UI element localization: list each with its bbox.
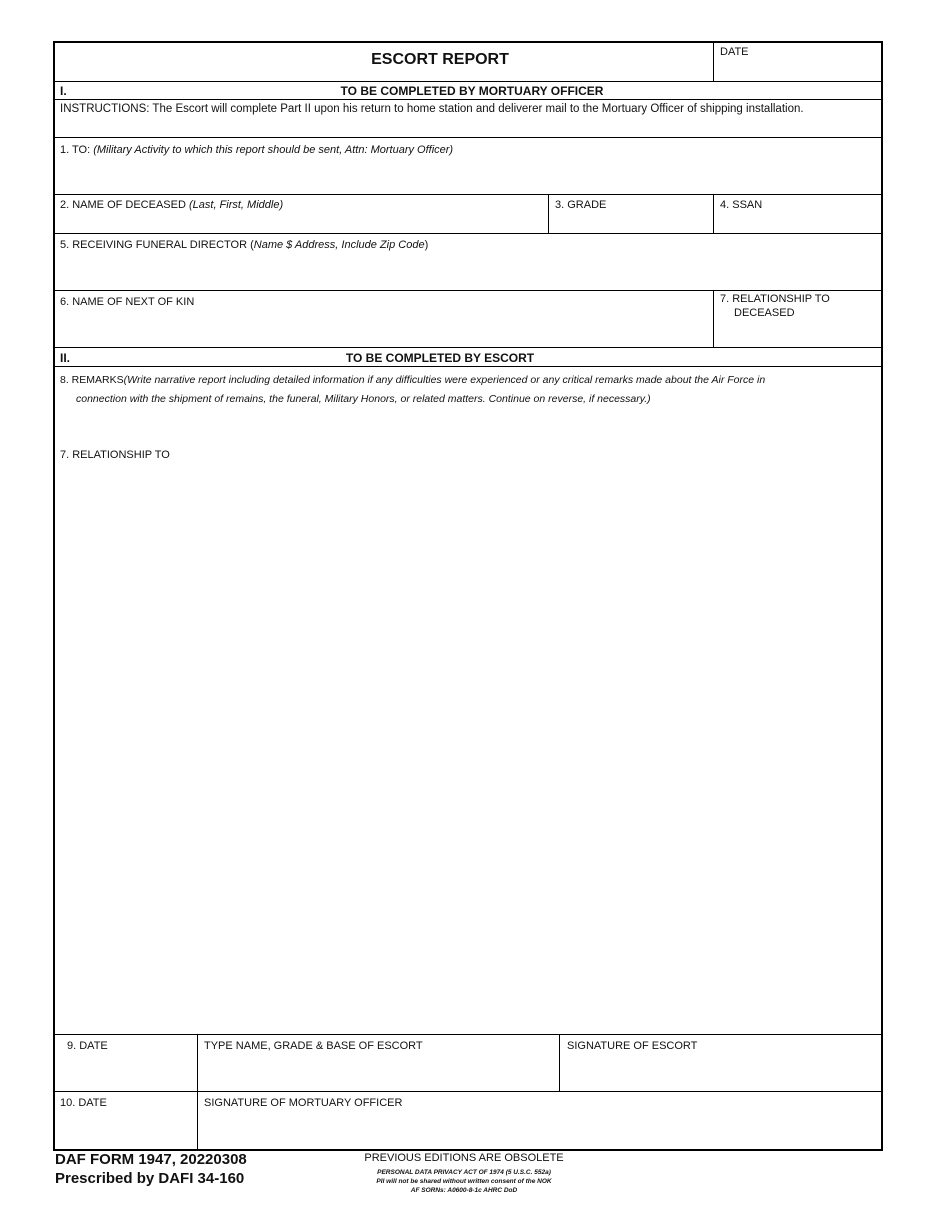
rule-field2 [53,233,883,234]
rule-field5 [53,290,883,291]
remarks-input[interactable] [55,410,881,1032]
rule-title [53,81,883,82]
rule-field1 [53,194,883,195]
mortuary-signature-input[interactable] [198,1111,880,1148]
field5-note: Name $ Address, Include Zip Code [253,239,425,251]
field4-input[interactable] [714,212,880,232]
field3-input[interactable] [549,212,712,232]
remarks-note-1: (Write narrative report including detailed information if any difficulties were experienced or any critical remarks made about the Air Force in [123,374,766,386]
escort-name-input[interactable] [198,1054,558,1090]
field6-input[interactable] [55,310,712,346]
prescribed-by: Prescribed by DAFI 34-160 [55,1170,245,1187]
instructions-text: INSTRUCTIONS: The Escort will complete Part II upon his return to home station and deliverer mail to the Mortuary Officer of shipping installation. [60,103,804,115]
field7-input[interactable] [714,322,880,346]
field9-date-label: 9. DATE [67,1040,108,1052]
rule-field6 [53,347,883,348]
rule-remarks [53,1034,883,1035]
section2-heading: TO BE COMPLETED BY ESCORT [345,351,535,365]
field1-label [60,143,453,157]
field6-label: 6. NAME OF NEXT OF KIN [60,296,195,308]
field9-date-input[interactable] [55,1054,196,1090]
form-number: DAF FORM 1947, 20220308 [55,1151,247,1168]
field4-label: 4. SSAN [720,199,763,211]
field2-prefix: 2. NAME OF DECEASED [60,199,186,211]
privacy-line-2: PII will not be shared without written consent of the NOK [376,1178,552,1185]
field3-label: 3. GRADE [555,199,607,211]
border-top [53,41,883,43]
border-right [881,41,883,1151]
remarks-prefix: 8. REMARKS [60,374,124,386]
field10-date-input[interactable] [55,1111,196,1148]
rule-section1 [53,99,883,100]
rule-signatures [53,1091,883,1092]
escort-signature-input[interactable] [560,1054,880,1090]
mortuary-signature-label: SIGNATURE OF MORTUARY OFFICER [204,1097,403,1109]
remarks-stray-label: 7. RELATIONSHIP TO [60,449,170,461]
field5-prefix: 5. RECEIVING FUNERAL DIRECTOR ( [60,239,254,251]
field7-label-line1: 7. RELATIONSHIP TO [720,293,830,305]
form-title: ESCORT REPORT [371,51,509,68]
field2-note: (Last, First, Middle) [188,199,284,211]
field10-date-label: 10. DATE [60,1097,107,1109]
escort-name-label: TYPE NAME, GRADE & BASE OF ESCORT [204,1040,423,1052]
field2-label [60,198,283,212]
field7-label-line2: DECEASED [734,307,795,319]
field1-input[interactable] [55,158,881,193]
obsolete-note: PREVIOUS EDITIONS ARE OBSOLETE [364,1152,564,1164]
rule-instructions [53,137,883,138]
remarks-note-2: connection with the shipment of remains, the funeral, Military Honors, or related matters. Continue on reverse, if necessary.) [76,393,651,405]
escort-signature-label: SIGNATURE OF ESCORT [567,1040,698,1052]
privacy-line-1: PERSONAL DATA PRIVACY ACT OF 1974 (5 U.S.C. 552a) [377,1169,551,1176]
date-field[interactable] [714,58,880,80]
field1-note: (Military Activity to which this report should be sent, Attn: Mortuary Officer) [93,144,454,156]
field5-input[interactable] [55,253,881,289]
section2-numeral: II. [60,351,71,365]
section1-heading: TO BE COMPLETED BY MORTUARY OFFICER [340,84,604,98]
remarks-label [60,373,765,387]
field2-input[interactable] [55,212,547,232]
privacy-line-3: AF SORNs: A0600-8-1c AHRC DoD [410,1187,518,1194]
field5-suffix: ) [424,239,429,251]
rule-section2 [53,366,883,367]
field1-prefix: 1. TO: [60,144,91,156]
section1-numeral: I. [60,84,67,98]
field5-label [60,238,428,252]
date-label: DATE [720,46,749,58]
